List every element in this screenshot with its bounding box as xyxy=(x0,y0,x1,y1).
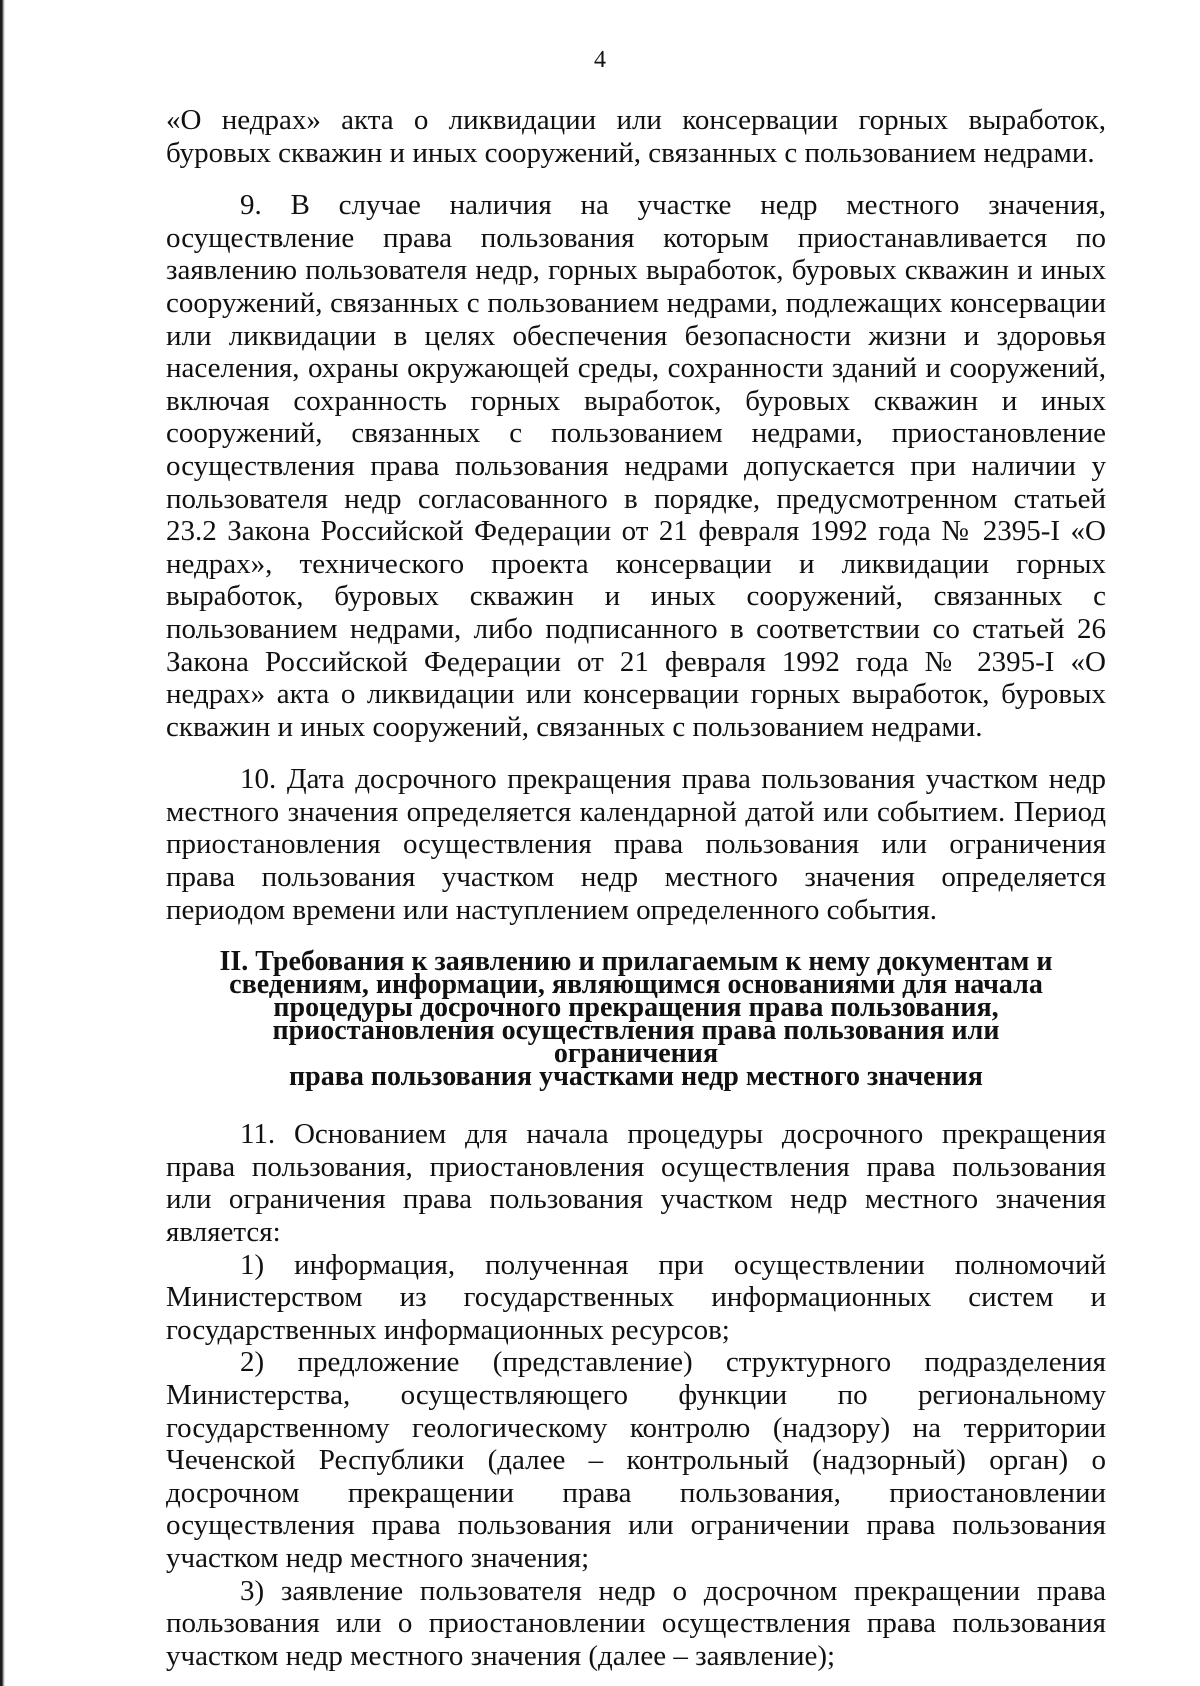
list-item-1: 1) информация, полученная при осуществлении полномочий Министерством из государственных информационных систем и государственных информационных ресурсов; xyxy=(166,1248,1106,1346)
scan-border xyxy=(0,0,5,1686)
paragraph-9: 9. В случае наличия на участке недр местного значения, осуществление права пользования которым приостанавливается по заявлению пользователя недр, горных выработок, буровых скважин и иных сооружений, связанных с пользованием недрами, подлежащих консервации или ликвидации в целях обеспечения безопасности жизни и здоровья населения, охраны окружающей среды, сохранности зданий и сооружений, включая сохранность горных выработок, буровых скважин и иных сооружений, связанных с пользованием недрами, приостановление осуществления права пользования недрами допускается при наличии у пользователя недр согласованного в порядке, предусмотренном статьей 23.2 Закона Российской Федерации от 21 февраля 1992 года № 2395-I «О недрах», технического проекта консервации и ликвидации горных выработок, буровых скважин и иных сооружений, связанных с пользованием недрами, либо подписанного в соответствии со статьей 26 Закона Российской Федерации от 21 февраля 1992 года № 2395-I «О недрах» акта о ликвидации или консервации горных выработок, буровых скважин и иных сооружений, связанных с пользованием недрами. xyxy=(166,189,1106,743)
section-heading-line: процедуры досрочного прекращения права пользования, xyxy=(273,992,999,1024)
section-heading-line: II. Требования к заявлению и прилагаемым к нему документам и xyxy=(219,946,1053,978)
paragraph-continuation: «О недрах» акта о ликвидации или консервации горных выработок, буровых скважин и иных сооружений, связанных с пользованием недрами. xyxy=(166,104,1106,169)
section-heading-line: сведениям, информации, являющимся основаниями для начала xyxy=(229,969,1043,1001)
page-number: 4 xyxy=(594,47,606,73)
section-items xyxy=(166,1118,1106,1672)
section-heading xyxy=(166,946,1106,1093)
document-body xyxy=(166,104,1106,1672)
paragraph-11: 11. Основанием для начала процедуры досрочного прекращения права пользования, приостановления осуществления права пользования или ограничения права пользования участком недр местного значения является: xyxy=(166,1118,1106,1249)
section-heading-line: приостановления осуществления права пользования или ограничения xyxy=(272,1015,1000,1070)
paragraph-10: 10. Дата досрочного прекращения права пользования участком недр местного значения определяется календарной датой или событием. Период приостановления осуществления права пользования или ограничения права пользования участком недр местного значения определяется периодом времени или наступлением определенного события. xyxy=(166,763,1106,926)
list-item-2: 2) предложение (представление) структурного подразделения Министерства, осуществляющего функции по региональному государственному геологическому контролю (надзору) на территории Чеченской Республики (далее – контрольный (надзорный) орган) о досрочном прекращении права пользования, приостановлении осуществления права пользования или ограничении права пользования участком недр местного значения; xyxy=(166,1346,1106,1574)
section-heading-line: права пользования участками недр местного значения xyxy=(289,1061,983,1093)
list-item-3: 3) заявление пользователя недр о досрочном прекращении права пользования или о приостановлении осуществления права пользования участком недр местного значения (далее – заявление); xyxy=(166,1574,1106,1672)
